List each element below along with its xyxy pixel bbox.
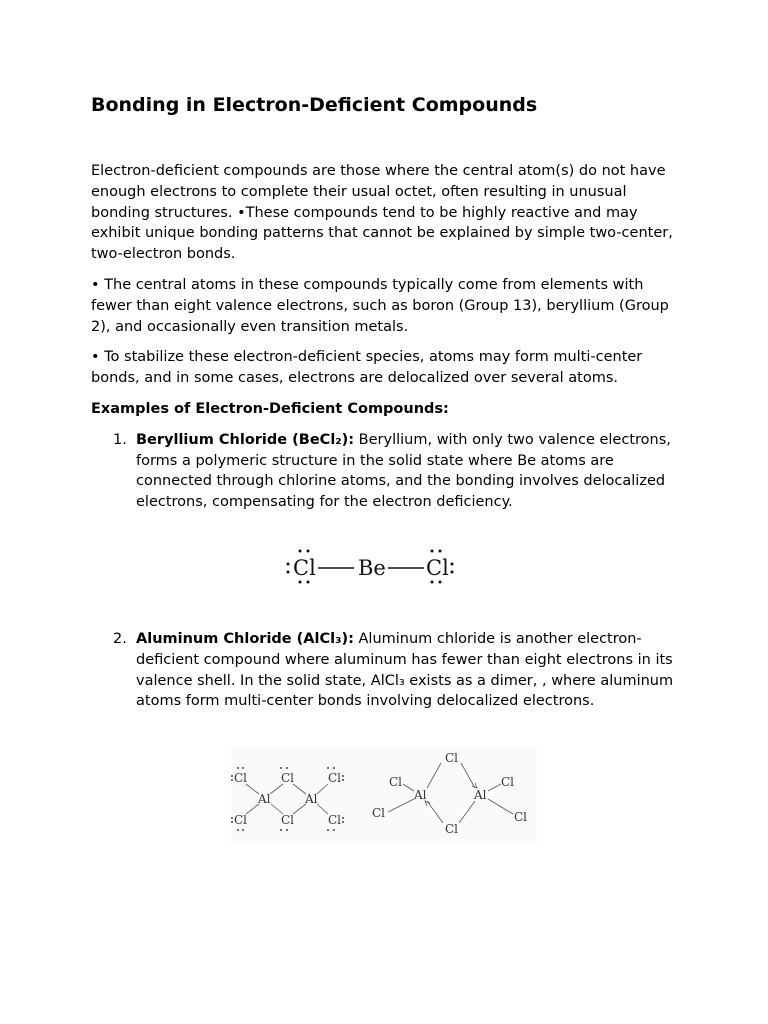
compound-description: Beryllium, with only two valence electrons, forms a polymeric structure in the solid state where Be atoms are connected through chlorine atoms, and the bonding involves delocalized electrons, compensating for the electron deficiency.: [136, 431, 671, 511]
alcl3-struct-cl-left-bottom: Cl: [372, 806, 386, 821]
becl2-atom-cl-left: Cl: [293, 555, 316, 580]
alcl3-lewis-cl-5: Cl: [281, 813, 295, 828]
becl2-atom-be: Be: [358, 555, 386, 580]
alcl3-lewis-al-1: Al: [258, 792, 271, 807]
list-number: 2.: [113, 630, 127, 647]
alcl3-struct-cl-top: Cl: [445, 751, 459, 766]
becl2-lewis-structure: [286, 541, 461, 589]
intro-paragraph: Electron-deficient compounds are those where the central atom(s) do not have enough electrons to complete their usual octet, often resulting in unusual bonding structures. •These compounds tend to be highly reactive and may exhibit unique bonding patterns that cannot be explained by simple two-center, two-electron bonds.: [91, 163, 673, 263]
alcl3-struct-cl-right-top: Cl: [501, 775, 515, 790]
examples-list: [91, 430, 687, 513]
alcl3-lewis-cl-2: Cl: [281, 771, 295, 786]
document-page: [91, 92, 687, 844]
becl2-atom-cl-right: Cl: [426, 555, 449, 580]
page-title: Bonding in Electron-Deficient Compounds: [91, 94, 538, 116]
alcl3-lewis-cl-4: Cl: [234, 813, 248, 828]
compound-description: Aluminum chloride is another electron-deficient compound where aluminum has fewer than eight electrons in its valence shell. In the solid state, AlCl₃ exists as a dimer, , where aluminum atoms form multi-center bonds involving delocalized electrons.: [136, 630, 674, 710]
alcl3-struct-cl-left-top: Cl: [389, 775, 403, 790]
list-number: 1.: [113, 431, 127, 448]
compound-name: Aluminum Chloride (AlCl₃):: [136, 630, 354, 647]
list-item-alcl3: [91, 629, 687, 712]
examples-list-continued: [91, 629, 687, 712]
alcl3-lewis-cl-3: Cl: [328, 771, 342, 786]
alcl3-struct-al-left: Al: [414, 788, 427, 803]
alcl3-struct-al-right: Al: [474, 788, 487, 803]
alcl3-lewis-cl-6: Cl: [328, 813, 342, 828]
alcl3-lewis-al-2: Al: [305, 792, 318, 807]
list-item-becl2: [91, 430, 687, 513]
examples-heading: Examples of Electron-Deficient Compounds:: [91, 400, 449, 417]
bullet-central-atoms: • The central atoms in these compounds typically come from elements with fewer than eight valence electrons, such as boron (Group 13), beryllium (Group 2), and occasionally even transition metals.: [91, 276, 669, 335]
alcl3-dimer-structures: [231, 746, 537, 844]
alcl3-lewis-cl-1: Cl: [234, 771, 248, 786]
compound-name: Beryllium Chloride (BeCl₂):: [136, 431, 355, 448]
alcl3-struct-cl-bottom: Cl: [445, 822, 459, 837]
alcl3-struct-cl-right-bottom: Cl: [514, 810, 528, 825]
bullet-stabilize: • To stabilize these electron-deficient species, atoms may form multi-center bonds, and in some cases, electrons are delocalized over several atoms.: [91, 349, 643, 387]
